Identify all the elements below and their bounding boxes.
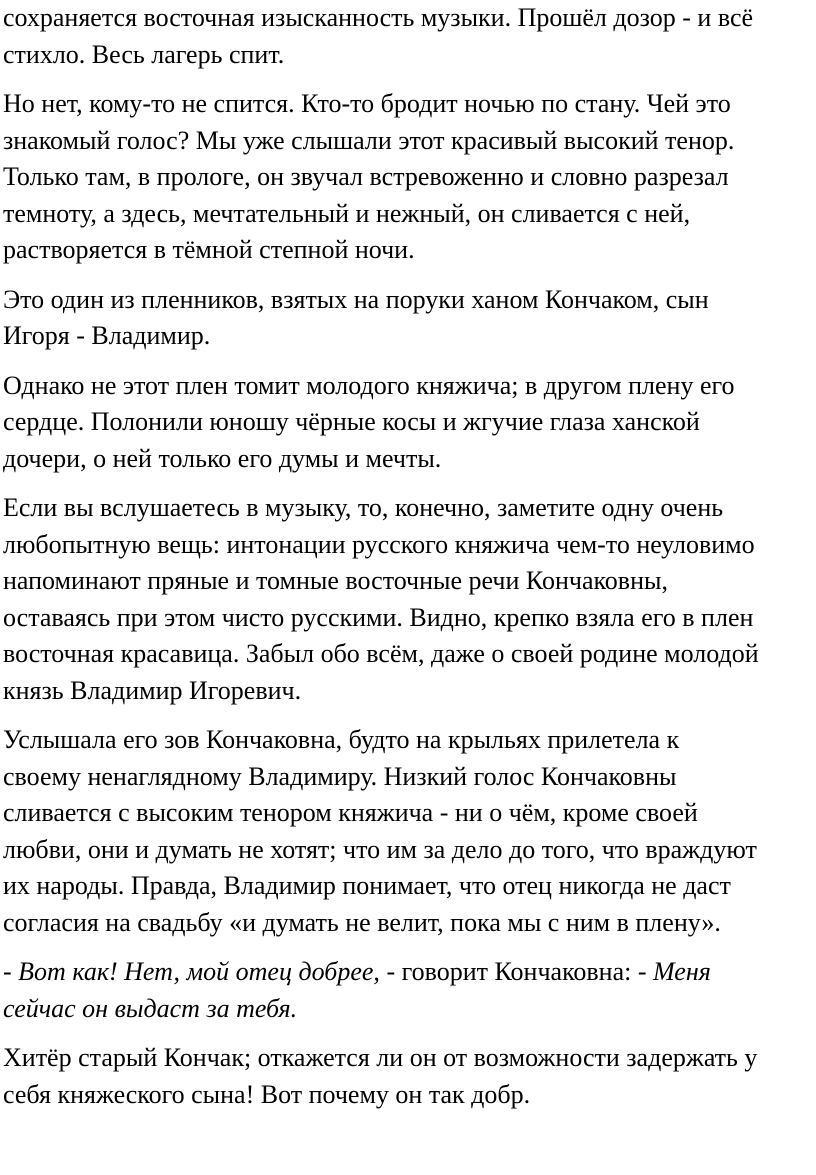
dialogue-line-1 bbox=[3, 954, 813, 991]
text-line: знакомый голос? Мы уже слышали этот красивый высокий тенор. bbox=[3, 125, 735, 155]
text-line: Хитёр старый Кончак; откажется ли он от возможности задержать у bbox=[3, 1043, 758, 1072]
paragraph-1 bbox=[3, 0, 813, 73]
text-line: стихло. Весь лагерь спит. bbox=[3, 39, 285, 69]
text-line: себя княжеского сына! Вот почему он так добр. bbox=[3, 1079, 531, 1109]
closing-paragraph bbox=[3, 1040, 813, 1113]
text-line: оставаясь при этом чисто русскими. Видно, крепко взяла его в плен bbox=[3, 602, 754, 632]
text-line: растворяется в тёмной степной ночи. bbox=[3, 235, 415, 264]
text-line: дочери, о ней только его думы и мечты. bbox=[3, 443, 442, 473]
text-line: их народы. Правда, Владимир понимает, что отец никогда не даст bbox=[3, 871, 731, 900]
text-line: Но нет, кому-то не спится. Кто-то бродит ночью по стану. Чей это bbox=[3, 89, 731, 118]
text-line: Это один из пленников, взятых на поруки ханом Кончаком, сын bbox=[3, 284, 709, 314]
text-line: своему ненаглядному Владимиру. Низкий голос Кончаковны bbox=[3, 761, 677, 791]
text-line: сохраняется восточная изысканность музыки. Прошёл дозор - и всё bbox=[3, 3, 754, 32]
text-line: согласия на свадьбу «и думать не велит, пока мы с ним в плену». bbox=[3, 907, 721, 937]
text-line: Однако не этот плен томит молодого княжича; в другом плену его bbox=[3, 370, 735, 400]
paragraph-6 bbox=[3, 722, 813, 941]
paragraph-2 bbox=[3, 86, 813, 269]
text-line: князь Владимир Игоревич. bbox=[3, 675, 302, 705]
dialogue-paragraph bbox=[3, 954, 813, 1027]
text-line: Только там, в прологе, он звучал встревоженно и словно разрезал bbox=[3, 162, 729, 191]
dialogue-attribution: - говорит Кончаковна: bbox=[379, 957, 638, 986]
document-page bbox=[3, 0, 813, 1126]
text-line: Если вы вслушаетесь в музыку, то, конечно, заметите одну очень bbox=[3, 493, 724, 522]
text-line: напоминают пряные и томные восточные речи Кончаковны, bbox=[3, 566, 668, 595]
text-line: любопытную вещь: интонации русского княжича чем-то неуловимо bbox=[3, 529, 755, 559]
paragraph-3 bbox=[3, 282, 813, 355]
dialogue-line-2: сейчас он выдаст за тебя. bbox=[3, 993, 298, 1023]
paragraph-5 bbox=[3, 490, 813, 709]
dialogue-quote-2: - Меня bbox=[637, 957, 711, 986]
text-line: темноту, а здесь, мечтательный и нежный, он сливается с ней, bbox=[3, 198, 691, 228]
text-line: сливается с высоким тенором княжича - ни о чём, кроме своей bbox=[3, 798, 698, 827]
text-line: восточная красавица. Забыл обо всём, даже о своей родине молодой bbox=[3, 639, 759, 668]
paragraph-4 bbox=[3, 368, 813, 478]
text-line: Услышала его зов Кончаковна, будто на крыльях прилетела к bbox=[3, 725, 680, 754]
dialogue-quote-1: - Вот как! Нет, мой отец добрее, bbox=[3, 957, 380, 986]
text-line: любви, они и думать не хотят; что им за дело до того, что враждуют bbox=[3, 834, 757, 864]
text-line: Игоря - Владимир. bbox=[3, 321, 211, 350]
text-line: сердце. Полонили юношу чёрные косы и жгучие глаза ханской bbox=[3, 407, 700, 436]
